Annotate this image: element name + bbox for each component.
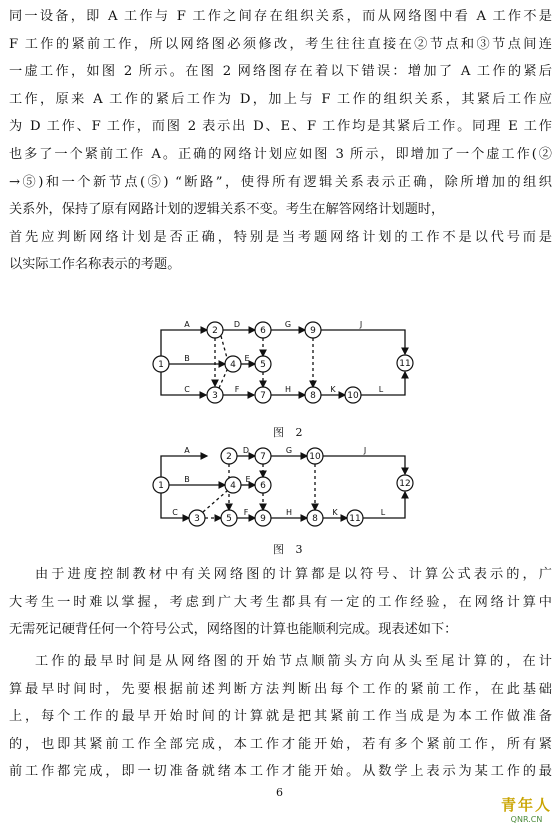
activity-label: B [184,354,190,363]
text-line: 前工作都完成，即一切准备就绪本工作才能开始。从数学上表示为某工作的最 [9,764,552,780]
figure-3-caption: 图 3 [273,543,307,556]
network-diagram-figure-3 [143,444,433,534]
activity-label: G [285,446,293,455]
activity-label: A [184,320,190,329]
activity-label: H [285,508,293,517]
node-label: 9 [310,326,316,336]
activity-label: C [184,385,190,394]
activity-label: F [234,385,240,394]
text-line: 关系外，保持了原有网路计划的逻辑关系不变。考生在解答网络计划题时， [9,202,445,218]
text-line: 以实际工作名称表示的考题。 [9,257,181,273]
text-line: →⑤)和一个新节点(⑤) “断路”，使得所有逻辑关系表示正确，除所增加的组织 [9,174,552,190]
node-label: 11 [349,514,361,524]
node-label: 6 [260,326,266,336]
activity-label: K [332,508,338,517]
activity-label: B [184,475,190,484]
text-line: 大考生一时难以掌握，考虑到广大考生都具有一定的工作经验，在网络计算中 [9,594,552,610]
page-number: 6 [276,786,283,799]
text-line: 工作的最早时间是从网络图的开始节点顺箭头方向从头至尾计算的，在计 [35,654,552,669]
node-label: 11 [399,359,411,369]
paragraph-3 [9,648,552,786]
node-label: 3 [194,514,200,524]
activity-label: C [172,508,178,517]
node-label: 4 [230,360,236,370]
paragraph-1 [9,3,552,279]
figure-2-caption: 图 2 [273,426,307,439]
activity-label: H [284,385,292,394]
node-label: 7 [260,452,266,462]
node-label: 9 [260,514,266,524]
node-label: 10 [309,452,321,462]
text-line: 上，每个工作的最早开始时间的计算就是把其紧前工作当成是为本工作做准备 [9,709,552,725]
node-label: 3 [212,391,218,401]
node-label: 5 [260,360,266,370]
text-line: 的，也即其紧前工作全部完成，本工作才能开始，若有多个紧前工作，所有紧 [9,736,552,752]
node-label: 10 [347,391,359,401]
watermark [501,794,552,824]
text-line: 算最早时间时，先要根据前述判断方法判断出每个工作的紧前工作，在此基础 [9,681,552,697]
node-label: 7 [260,391,266,401]
network-diagram-figure-2 [143,318,433,418]
text-line: 工作，原来 A 工作的紧后工作为 D，加上与 F 工作的组织关系，其紧后工作应 [9,91,552,107]
text-line: 同一设备，即 A 工作与 F 工作之间存在组织关系，而从网络图中看 A 工作不是 [9,9,552,24]
paragraph-2 [9,561,552,644]
network-diagram-2-svg [143,318,433,418]
watermark-url: QNR.CN [510,815,543,824]
text-line: 一虚工作，如图 2 所示。在图 2 网络图存在着以下错误：增加了 A 工作的紧后 [9,64,552,80]
node-label: 1 [158,360,164,370]
node-label: 6 [260,481,266,491]
activity-label: L [378,385,384,394]
activity-label: A [184,446,190,455]
node-label: 5 [226,514,232,524]
activity-label: E [245,475,251,484]
node-label: 1 [158,481,164,491]
network-diagram-3-svg [143,444,433,534]
activity-label: J [363,446,367,455]
node-label: 12 [399,479,411,489]
node-label: 2 [212,326,218,336]
activity-label: L [380,508,386,517]
activity-label: D [233,320,241,329]
node-label: 8 [310,391,316,401]
watermark-logo-text: 青年人 [500,796,552,814]
activity-label: F [243,508,249,517]
node-label: 8 [312,514,318,524]
text-line: F 工作的紧前工作，所以网络图必须修改，考生往往直接在②节点和③节点间连 [9,36,552,52]
activity-label: J [359,320,363,329]
text-line: 由于进度控制教材中有关网络图的计算都是以符号、计算公式表示的，广 [35,567,552,582]
activity-label: K [330,385,336,394]
text-line: 无需死记硬背任何一个符号公式，网络图的计算也能顺利完成。现表述如下： [9,622,458,638]
text-line: 为 D 工作、F 工作，而图 2 表示出 D、E、F 工作均是其紧后工作。同理 E 工作 [9,119,552,135]
node-label: 2 [226,452,232,462]
activity-label: E [244,354,250,363]
node-label: 4 [230,481,236,491]
activity-label: D [242,446,250,455]
activity-label: G [284,320,292,329]
text-line: 首先应判断网络计划是否正确，特别是当考题网络计划的工作不是以代号而是 [9,229,552,245]
text-line: 也多了一个紧前工作 A。正确的网络计划应如图 3 所示，即增加了一个虚工作(② [9,146,552,162]
